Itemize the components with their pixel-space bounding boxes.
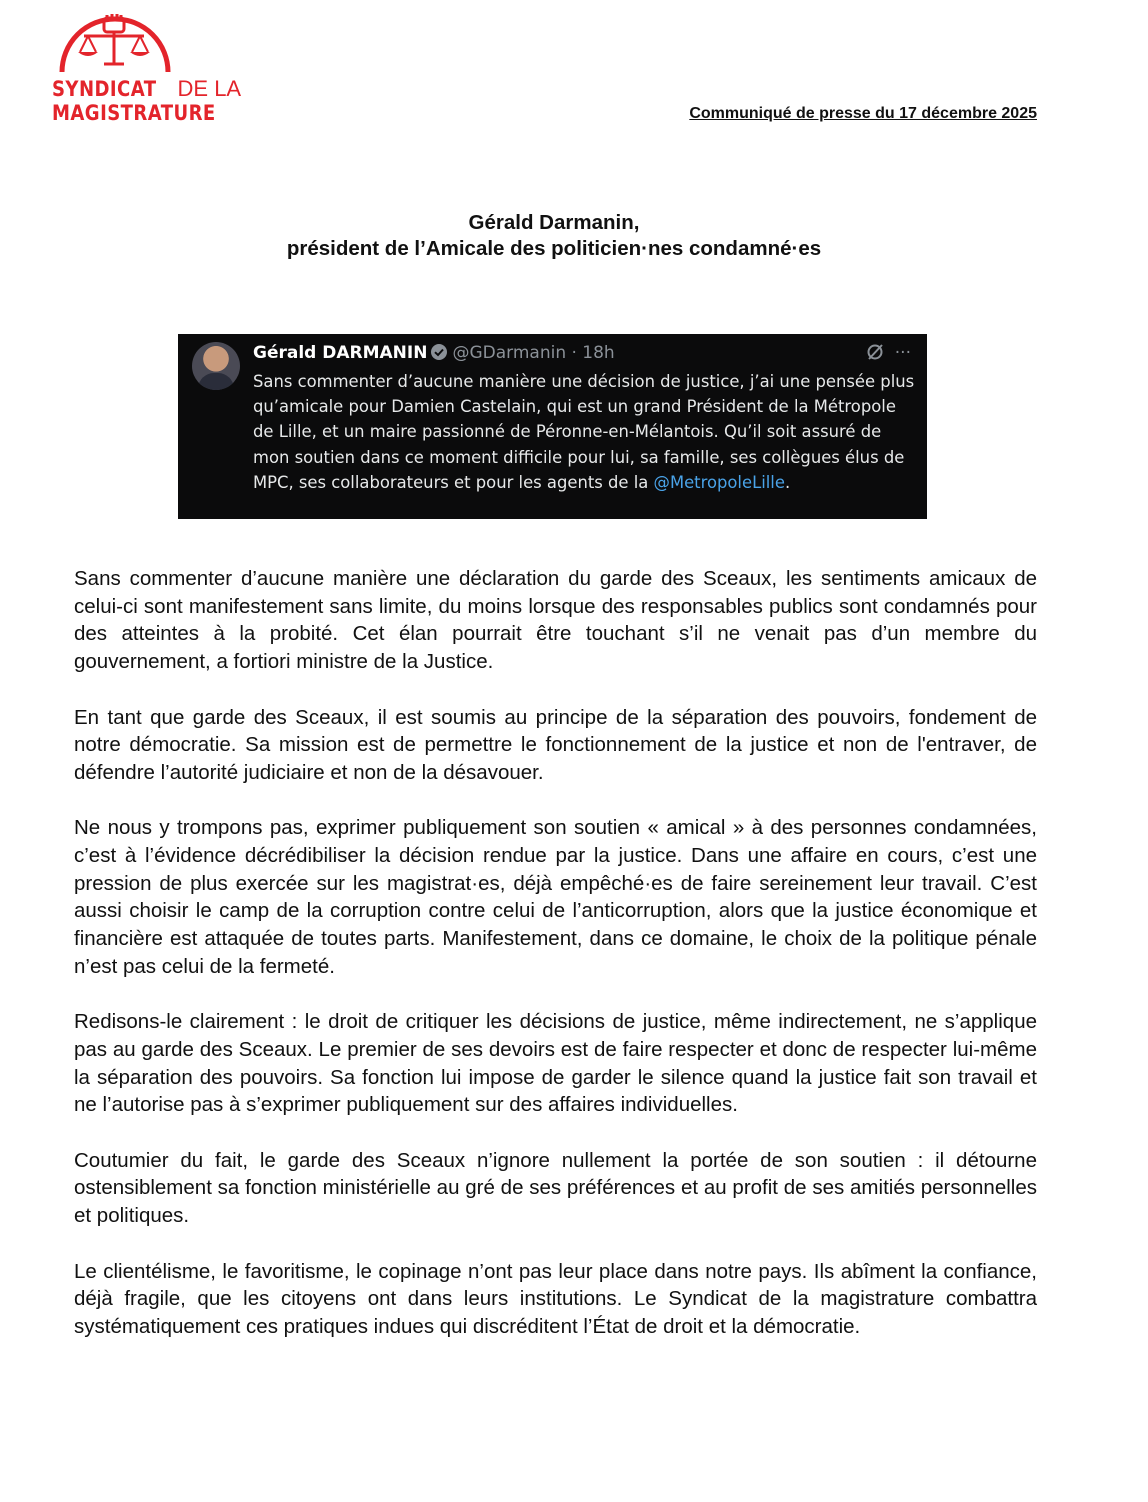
tweet-body-text: Sans commenter d’aucune manière une décision de justice, j’ai une pensée plus qu’amicale pour Damien Castelain, qui est un grand Président de la Métropole de Lille, et un maire passionné de Péronne-en-Mélantois. Qu’il soit assuré de mon soutien dans ce moment difficile pour lui, sa famille, ses collègues élus de MPC, ses collaborateurs et pour les agents de la bbox=[253, 372, 915, 492]
verified-badge-icon bbox=[430, 343, 448, 361]
tweet-avatar bbox=[192, 342, 240, 390]
scales-fist-emblem-icon bbox=[54, 6, 176, 76]
tweet-header bbox=[253, 343, 615, 363]
page-title bbox=[0, 210, 1108, 262]
paragraph-6: Le clientélisme, le favoritisme, le copinage n’ont pas leur place dans notre pays. Ils abîment la confiance, déjà fragile, que les citoyens ont dans leurs institutions. Le Syndicat de la magistrature combattra systématiquement ces pratiques indues qui discréditent l’État de droit et la démocratie. bbox=[74, 1259, 1037, 1338]
paragraph-5: Coutumier du fait, le garde des Sceaux n’ignore nullement la portée de son soutien : il détourne ostensiblement sa fonction ministérielle au gré de ses préférences et au profit de ses amitiés personnelles et politiques. bbox=[74, 1148, 1037, 1228]
paragraph-4: Redisons-le clairement : le droit de critiquer les décisions de justice, même indirectement, ne s’applique pas au garde des Sceaux. Le premier de ses devoirs est de faire respecter et donc de respecter lui-même la séparation des pouvoirs. Sa fonction lui impose de garder le silence quand la justice fait son travail et ne l’autorise pas à s’exprimer publiquement sur des affaires individuelles. bbox=[74, 1010, 1037, 1117]
logo-line-1 bbox=[52, 78, 241, 100]
paragraph-2: En tant que garde des Sceaux, il est soumis au principe de la séparation des pouvoirs, fondement de notre démocratie. Sa mission est de permettre le fonctionnement de la justice et non de l'entraver, de défendre l’autorité judiciaire et non de la désavouer. bbox=[74, 705, 1037, 784]
syndicat-logo bbox=[52, 6, 252, 132]
logo-syndicat-text: SYNDICAT bbox=[52, 77, 157, 101]
logo-magistrature-text: MAGISTRATURE bbox=[52, 101, 216, 125]
tweet-mention-link: @MetropoleLille bbox=[653, 472, 785, 492]
tweet-text bbox=[253, 369, 918, 495]
tweet-author-name: Gérald DARMANIN bbox=[253, 343, 428, 363]
embedded-tweet-screenshot bbox=[178, 334, 927, 519]
tweet-actions bbox=[865, 343, 911, 363]
tweet-handle-time: @GDarmanin · 18h bbox=[452, 343, 615, 363]
title-line-1: Gérald Darmanin, bbox=[468, 211, 640, 234]
paragraph-3: Ne nous y trompons pas, exprimer publiquement son soutien « amical » à des personnes condamnées, c’est à l’évidence décrédibiliser la décision rendue par la justice. Dans une affaire en cours, c’est une pression de plus exercée sur les magistrat·es, déjà empêché·es de faire sereinement leur travail. C’est aussi choisir le camp de la corruption contre celui de l’anticorruption, alors que la justice économique et financière est attaquée de toutes parts. Manifestement, dans ce domaine, le choix de la politique pénale n’est pas celui de la fermeté. bbox=[74, 816, 1037, 978]
title-line-2: président de l’Amicale des politicien·nes condamné·es bbox=[286, 237, 822, 260]
logo-line-2 bbox=[52, 103, 242, 124]
grok-slash-icon bbox=[865, 343, 885, 361]
press-release-date: Communiqué de presse du 17 décembre 2025 bbox=[689, 105, 1037, 122]
tweet-end-punct: . bbox=[784, 472, 791, 492]
tweet-more-icon: ··· bbox=[894, 343, 911, 363]
logo-de-la-text: DE LA bbox=[177, 76, 242, 101]
paragraph-1: Sans commenter d’aucune manière une déclaration du garde des Sceaux, les sentiments amicaux de celui-ci sont manifestement sans limite, du moins lorsque des responsables publics sont condamnés pour des atteintes à la probité. Cet élan pourrait être touchant s’il ne venait pas d’un membre du gouvernement, a fortiori ministre de la Justice. bbox=[74, 567, 1037, 674]
press-release-body bbox=[74, 565, 1037, 1368]
